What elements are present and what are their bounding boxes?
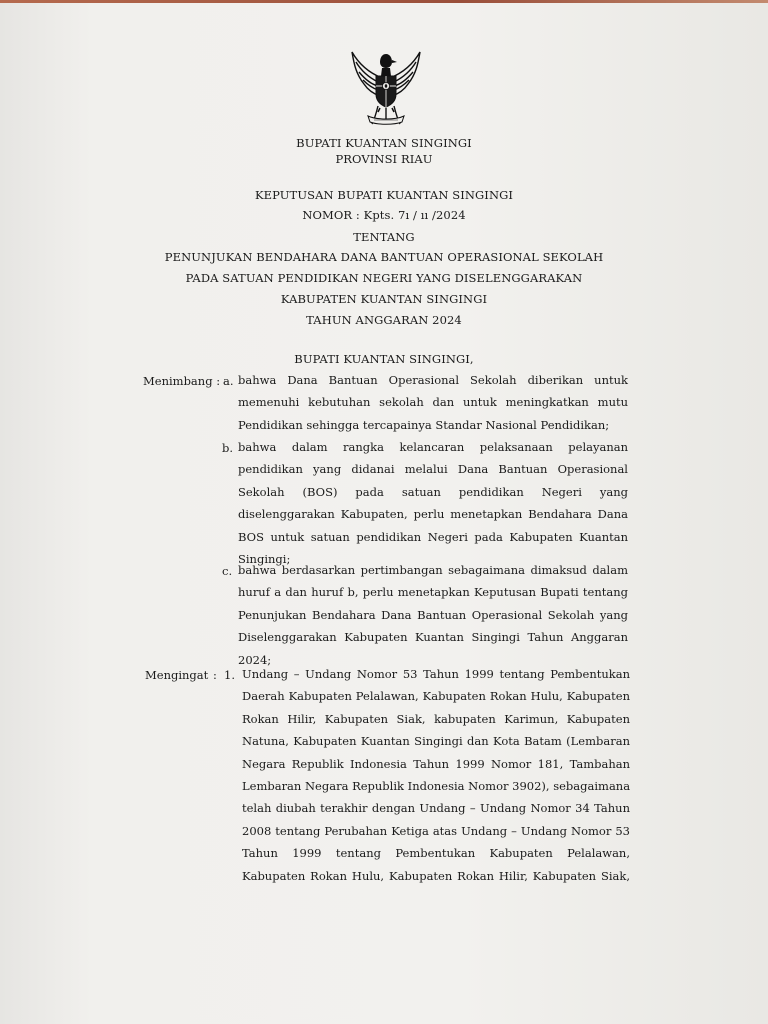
decree-tentang: TENTANG: [353, 230, 415, 244]
text-line: Diselenggarakan Kabupaten Kuantan Singingi Tahun Anggaran: [238, 630, 628, 645]
menimbang-item-b: [238, 436, 628, 570]
garuda-pancasila-emblem-icon: [342, 44, 430, 132]
text-line: 2008 tentang Perubahan Ketiga atas Undang – Undang Nomor 53: [242, 823, 630, 838]
text-line: bahwa berdasarkan pertimbangan sebagaimana dimaksud dalam: [238, 563, 628, 577]
text-line: 2024;: [238, 652, 272, 667]
decree-subject-line: TAHUN ANGGARAN 2024: [306, 313, 462, 327]
mengingat-label: Mengingat: [145, 668, 209, 682]
text-line: Natuna, Kabupaten Kuantan Singingi dan Kota Batam (Lembaran: [242, 734, 630, 749]
scan-edge-strip: [0, 0, 768, 3]
text-line: pendidikan yang didanai melalui Dana Bantuan Operasional: [238, 462, 628, 477]
regent-title: BUPATI KUANTAN SINGINGI: [296, 136, 472, 150]
text-line: telah diubah terakhir dengan Undang – Undang Nomor 34 Tahun: [242, 801, 630, 816]
text-line: Singingi;: [238, 552, 291, 567]
menimbang-marker-a: a.: [223, 374, 234, 388]
decree-subject-line: PADA SATUAN PENDIDIKAN NEGERI YANG DISELENGGARAKAN: [185, 271, 583, 285]
text-line: Sekolah (BOS) pada satuan pendidikan Negeri yang: [238, 484, 628, 499]
decree-title: KEPUTUSAN BUPATI KUANTAN SINGINGI: [254, 188, 514, 202]
text-line: diselenggarakan Kabupaten, perlu menetapkan Bendahara Dana: [238, 507, 628, 522]
text-line: Lembaran Negara Republik Indonesia Nomor 3902), sebagaimana: [242, 779, 631, 794]
text-line: memenuhi kebutuhan sekolah dan untuk meningkatkan mutu: [238, 395, 628, 410]
menimbang-marker-b: b.: [222, 441, 234, 455]
text-line: Daerah Kabupaten Pelalawan, Kabupaten Rokan Hulu, Kabupaten: [242, 689, 630, 704]
decree-subject-line: PENUNJUKAN BENDAHARA DANA BANTUAN OPERASIONAL SEKOLAH: [164, 250, 604, 264]
menimbang-item-c: [238, 559, 628, 671]
text-line: Penunjukan Bendahara Dana Bantuan Operasional Sekolah yang: [238, 607, 628, 622]
text-line: Undang – Undang Nomor 53 Tahun 1999 tentang Pembentukan: [242, 667, 630, 681]
province-name: PROVINSI RIAU: [335, 152, 433, 166]
menimbang-marker-c: c.: [222, 564, 233, 578]
text-line: bahwa Dana Bantuan Operasional Sekolah diberikan untuk: [238, 373, 628, 387]
text-line: Tahun 1999 tentang Pembentukan Kabupaten Pelalawan,: [242, 846, 630, 861]
text-line: BOS untuk satuan pendidikan Negeri pada Kabupaten Kuantan: [238, 529, 628, 544]
text-line: Negara Republik Indonesia Tahun 1999 Nomor 181, Tambahan: [242, 756, 630, 771]
mengingat-marker-1: 1.: [224, 668, 235, 682]
decree-issuer: BUPATI KUANTAN SINGINGI,: [294, 352, 474, 366]
mengingat-colon: :: [213, 668, 217, 682]
text-line: bahwa dalam rangka kelancaran pelaksanaan pelayanan: [238, 440, 628, 454]
text-line: Rokan Hilir, Kabupaten Siak, kabupaten Karimun, Kabupaten: [242, 711, 630, 726]
text-line: huruf a dan huruf b, perlu menetapkan Keputusan Bupati tentang: [238, 585, 628, 600]
menimbang-item-a: [238, 369, 628, 436]
text-line: Pendidikan sehingga tercapainya Standar Nasional Pendidikan;: [238, 417, 610, 432]
decree-number: NOMOR : Kpts. 7ı / ıı /2024: [302, 208, 466, 222]
text-line: Kabupaten Rokan Hulu, Kabupaten Rokan Hilir, Kabupaten Siak,: [242, 868, 630, 883]
decree-subject-line: KABUPATEN KUANTAN SINGINGI: [280, 292, 488, 306]
menimbang-label: Menimbang :: [143, 374, 221, 388]
mengingat-item-1: [242, 663, 630, 887]
